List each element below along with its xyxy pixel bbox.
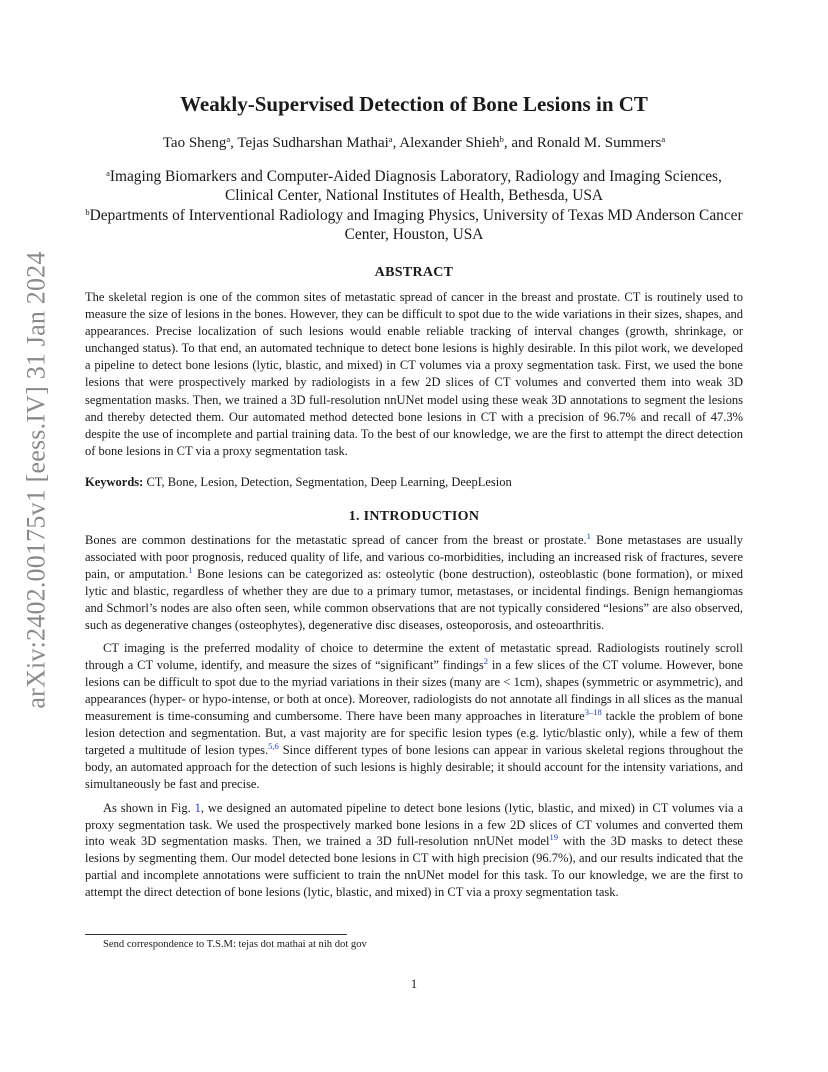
keywords-label: Keywords: bbox=[85, 475, 144, 489]
affiliation-list bbox=[85, 167, 743, 245]
citation-link[interactable]: 5,6 bbox=[268, 740, 279, 751]
affiliation-mark: a bbox=[106, 168, 110, 178]
affiliation-text: Departments of Interventional Radiology and Imaging Physics, University of Texas MD Anderson Cancer Center, Houston, USA bbox=[89, 206, 743, 244]
citation-link[interactable]: 19 bbox=[549, 832, 558, 843]
citation-link[interactable]: 2 bbox=[483, 656, 488, 667]
author-name: Tao Sheng bbox=[162, 135, 227, 151]
page-number: 1 bbox=[410, 977, 418, 991]
correspondence-footnote: Send correspondence to T.S.M: tejas dot mathai at nih dot gov bbox=[103, 939, 367, 950]
section-heading-introduction: 1. INTRODUCTION bbox=[348, 509, 480, 524]
citation-link[interactable]: 1 bbox=[586, 531, 591, 541]
affiliation bbox=[85, 206, 743, 245]
paper-title: Weakly-Supervised Detection of Bone Lesions in CT bbox=[180, 92, 648, 116]
arxiv-identifier-text: arXiv:2402.00175v1 [eess.IV] 31 Jan 2024 bbox=[22, 251, 51, 709]
affiliation-text: Imaging Biomarkers and Computer-Aided Diagnosis Laboratory, Radiology and Imaging Sciences, Clinical Center, National Institutes of Health, Bethesda, USA bbox=[109, 168, 722, 205]
intro-paragraph-1: Bones are common destinations for the metastatic spread of cancer from the breast or prostate.$^1$ Bone metastases are usually associated with poor prognosis, reduced quality of life, and various co-morbidities, including an increased risk of fractures, severe pain, or amputation.$^1$ Bone lesions can be categorized as: osteolytic (bone destruction), osteoblastic (bone formation), or mixed lytic and blastic, regardless of whether they are due to a primary tumor, metastases, or incidental findings. Benign hemangiomas and Schmorl’s nodes are also often seen, while common observations that are not typically considered “lesions” are also observed, such as degenerative changes (osteophytes), degenerative disc diseases, osteoporosis, and osteoarthritis. bbox=[85, 531, 743, 632]
author-affiliation-mark: a bbox=[388, 134, 393, 144]
figure-reference-link[interactable]: 1 bbox=[194, 800, 201, 815]
arxiv-identifier bbox=[20, 251, 54, 709]
citation-link[interactable]: 3–18 bbox=[584, 707, 602, 718]
abstract-heading: ABSTRACT bbox=[374, 265, 454, 280]
affiliation-mark: b bbox=[85, 206, 90, 217]
author-name: Tejas Sudharshan Mathai bbox=[237, 135, 389, 151]
keywords bbox=[85, 474, 743, 491]
author-list: Tao Sheng$^a$, Tejas Sudharshan Mathai$^a$, Alexander Shieh$^b$, and Ronald M. Summers$^a$ bbox=[162, 134, 666, 151]
affiliation bbox=[85, 167, 743, 206]
author-affiliation-mark: b bbox=[499, 134, 504, 144]
abstract-text: The skeletal region is one of the common sites of metastatic spread of cancer in the breast and prostate. CT is routinely used to measure the size of lesions in the bones. However, they can be difficult to spot due to the wide variations in their sizes, shapes, and appearances. Precise localization of such lesions would enable reliable tracking of interval changes (growth, shrinkage, or unchanged status). To that end, an automated technique to detect bone lesions is highly desirable. In this pilot work, we developed a pipeline to detect bone lesions (lytic, blastic, and mixed) in CT volumes via a proxy segmentation task. First, we used the bone lesions that were prospectively marked by radiologists in a few 2D slices of CT volumes and converted them into weak 3D segmentation masks. Then, we trained a 3D full-resolution nnUNet model using these weak 3D annotations to segment the lesions and thereby detected them. Our automated method detected bone lesions in CT with a precision of 96.7% and recall of 47.3% despite the use of incomplete and partial training data. To the best of our knowledge, we are the first to attempt the direct detection of bone lesions in CT via a proxy segmentation task. bbox=[85, 290, 743, 458]
intro-paragraph-3: As shown in Fig. 1, we designed an automated pipeline to detect bone lesions (lytic, blastic, and mixed) in CT volumes via a proxy segmentation task. We used the prospectively marked bone lesions in a few 2D slices of CT volumes and converted them into weak 3D segmentation masks. Then, we trained a 3D full-resolution nnUNet model$^{19}$ with the 3D masks to detect these lesions by segmenting them. Our model detected bone lesions in CT with high precision (96.7%), and our results indicated that the partial and incomplete annotations were sufficient to train the nnUNet model for this task. To our knowledge, we are the first to attempt the direct detection of bone lesions (lytic, blastic, and mixed) in CT via a proxy segmentation task. bbox=[85, 800, 743, 900]
author-name: Alexander Shieh bbox=[399, 135, 500, 151]
citation-link[interactable]: 1 bbox=[188, 564, 193, 575]
author-name: Ronald M. Summers bbox=[536, 135, 662, 151]
author-affiliation-mark: a bbox=[661, 134, 666, 144]
intro-paragraph-2: CT imaging is the preferred modality of choice to determine the extent of metastatic spread. Radiologists routinely scroll through a CT volume, identify, and measure the sizes of “significant” findings$^2$ in a few slices of the CT volume. However, bone lesions can be difficult to spot due to the myriad variations in their sizes (many are < 1cm), shapes (symmetric or asymmetric), and appearances (hyper- or hypo-intense, or both at once). Moreover, radiologists do not annotate all findings in all slices as the manual measurement is time-consuming and cumbersome. There have been many approaches in literature$^{3-18}$ tackle the problem of bone lesion detection and segmentation. But, a vast majority are for specific lesion types (e.g. lytic/blastic only), while a few of them targeted a multitude of lesion types.$^{5,6}$ Since different types of bone lesions can appear in various skeletal regions throughout the body, an automated approach for the detection of such lesions is highly desirable; it should account for the intensity variations, and simultaneously be fast and precise. bbox=[85, 641, 743, 791]
footnote-divider bbox=[85, 934, 347, 935]
introduction-body bbox=[85, 532, 743, 908]
author-affiliation-mark: a bbox=[226, 134, 231, 144]
keywords-list: CT, Bone, Lesion, Detection, Segmentation, Deep Learning, DeepLesion bbox=[146, 475, 512, 489]
